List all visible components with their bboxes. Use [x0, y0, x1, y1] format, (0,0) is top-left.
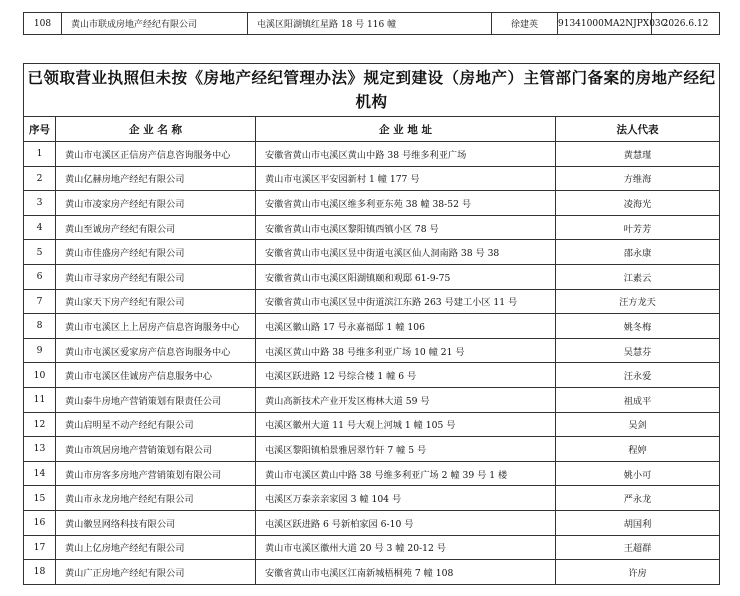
table-row — [24, 535, 720, 560]
row-company-name: 黄山市屯溪区爱家房产信息咨询服务中心 — [56, 338, 256, 363]
row-seq: 16 — [24, 510, 56, 535]
table-row — [24, 412, 720, 437]
table-row — [24, 363, 720, 388]
header-address: 企 业 地 址 — [256, 117, 556, 142]
row-legal-rep: 黄慧瑾 — [556, 142, 720, 167]
row-legal-rep: 徐建英 — [492, 13, 558, 35]
row-address: 黄山市屯溪区徽州大道 20 号 3 幢 20-12 号 — [256, 535, 556, 560]
row-address: 屯溪区跃进路 12 号综合楼 1 幢 6 号 — [256, 363, 556, 388]
row-address: 安徽省黄山市屯溪区昱中街道屯溪区仙人洞南路 38 号 38 — [256, 240, 556, 265]
table-row — [24, 142, 720, 167]
table-row — [24, 215, 720, 240]
row-address: 屯溪区徽山路 17 号永嘉福邸 1 幢 106 — [256, 314, 556, 339]
row-company-name: 黄山泰牛房地产营销策划有限责任公司 — [56, 387, 256, 412]
table-header-row — [24, 117, 720, 142]
row-seq: 12 — [24, 412, 56, 437]
row-seq: 9 — [24, 338, 56, 363]
table-row — [24, 191, 720, 216]
row-company-name: 黄山上亿房地产经纪有限公司 — [56, 535, 256, 560]
row-address: 屯溪区黄山中路 38 号维多利亚广场 10 幢 21 号 — [256, 338, 556, 363]
row-address: 安徽省黄山市屯溪区昱中街道滨江东路 263 号建工小区 11 号 — [256, 289, 556, 314]
row-seq: 6 — [24, 264, 56, 289]
row-legal-rep: 胡国利 — [556, 510, 720, 535]
table-row — [24, 461, 720, 486]
table-row — [24, 387, 720, 412]
row-address: 黄山高新技术产业开发区梅林大道 59 号 — [256, 387, 556, 412]
row-seq: 7 — [24, 289, 56, 314]
row-company-name: 黄山市屯溪区上上居房产信息咨询服务中心 — [56, 314, 256, 339]
table-title: 已领取营业执照但未按《房地产经纪管理办法》规定到建设（房地产）主管部门备案的房地产经纪机构 — [24, 64, 720, 117]
row-company-name: 黄山市佳盛房产经纪有限公司 — [56, 240, 256, 265]
row-address: 屯溪区徽州大道 11 号大观上河城 1 幢 105 号 — [256, 412, 556, 437]
header-seq: 序号 — [24, 117, 56, 142]
table-row — [24, 166, 720, 191]
row-company-name: 黄山市屯溪区佳诚房产信息服务中心 — [56, 363, 256, 388]
row-address: 屯溪区阳湖镇红星路 18 号 116 幢 — [248, 13, 492, 35]
row-address: 屯溪区黎阳镇柏景雅居翠竹轩 7 幢 5 号 — [256, 437, 556, 462]
row-seq: 3 — [24, 191, 56, 216]
row-address: 安徽省黄山市屯溪区阳湖镇颐和观邸 61-9-75 — [256, 264, 556, 289]
row-address: 安徽省黄山市屯溪区黄山中路 38 号维多利亚广场 — [256, 142, 556, 167]
header-legal-rep: 法人代表 — [556, 117, 720, 142]
row-address: 屯溪区万泰亲亲家园 3 幢 104 号 — [256, 486, 556, 511]
table-row — [24, 486, 720, 511]
table-row — [24, 437, 720, 462]
row-company-name: 黄山市筑居房地产营销策划有限公司 — [56, 437, 256, 462]
row-company-name: 黄山市凌家房产经纪有限公司 — [56, 191, 256, 216]
row-legal-rep: 叶芳芳 — [556, 215, 720, 240]
row-company-name: 黄山市永龙房地产经纪有限公司 — [56, 486, 256, 511]
row-company-name: 黄山市联成房地产经纪有限公司 — [62, 13, 248, 35]
row-company-name: 黄山市屯溪区正信房产信息咨询服务中心 — [56, 142, 256, 167]
row-legal-rep: 吴剑 — [556, 412, 720, 437]
row-company-name: 黄山市寻家房产经纪有限公司 — [56, 264, 256, 289]
row-company-name: 黄山家天下房产经纪有限公司 — [56, 289, 256, 314]
table-row — [24, 289, 720, 314]
row-legal-rep: 方维海 — [556, 166, 720, 191]
row-legal-rep: 祖成平 — [556, 387, 720, 412]
table-row — [24, 240, 720, 265]
table-row — [24, 560, 720, 585]
row-address: 黄山市屯溪区黄山中路 38 号维多利亚广场 2 幢 39 号 1 楼 — [256, 461, 556, 486]
row-legal-rep: 汪方龙天 — [556, 289, 720, 314]
row-seq: 4 — [24, 215, 56, 240]
row-seq: 11 — [24, 387, 56, 412]
row-legal-rep: 吴慧芬 — [556, 338, 720, 363]
row-seq: 1 — [24, 142, 56, 167]
row-seq: 8 — [24, 314, 56, 339]
row-company-name: 黄山至诚房产经纪有限公司 — [56, 215, 256, 240]
row-seq: 15 — [24, 486, 56, 511]
row-company-name: 黄山市房客多房地产营销策划有限公司 — [56, 461, 256, 486]
row-legal-rep: 姚小可 — [556, 461, 720, 486]
row-seq: 10 — [24, 363, 56, 388]
row-seq: 18 — [24, 560, 56, 585]
row-address: 安徽省黄山市屯溪区黎阳镇西镇小区 78 号 — [256, 215, 556, 240]
table-row — [24, 264, 720, 289]
row-credit-code: 91341000MA2NJPX03C — [558, 13, 652, 35]
row-address: 屯溪区跃进路 6 号新柏家园 6-10 号 — [256, 510, 556, 535]
row-legal-rep: 江素云 — [556, 264, 720, 289]
row-seq: 14 — [24, 461, 56, 486]
row-seq: 5 — [24, 240, 56, 265]
row-company-name: 黄山徽昱网络科技有限公司 — [56, 510, 256, 535]
agency-table — [23, 63, 720, 585]
row-legal-rep: 姚冬梅 — [556, 314, 720, 339]
row-company-name: 黄山启明星不动产经纪有限公司 — [56, 412, 256, 437]
row-legal-rep: 汪永爱 — [556, 363, 720, 388]
row-legal-rep: 程婷 — [556, 437, 720, 462]
row-seq: 2 — [24, 166, 56, 191]
row-legal-rep: 严永龙 — [556, 486, 720, 511]
table-row — [24, 314, 720, 339]
row-legal-rep: 许房 — [556, 560, 720, 585]
row-date: 2026.6.12 — [652, 13, 720, 35]
table-row — [24, 510, 720, 535]
table-row — [24, 13, 720, 35]
row-seq: 108 — [24, 13, 62, 35]
row-legal-rep: 王超群 — [556, 535, 720, 560]
row-address: 安徽省黄山市屯溪区维多利亚东苑 38 幢 38-52 号 — [256, 191, 556, 216]
row-legal-rep: 邵永康 — [556, 240, 720, 265]
row-legal-rep: 凌海光 — [556, 191, 720, 216]
row-seq: 17 — [24, 535, 56, 560]
header-company-name: 企 业 名 称 — [56, 117, 256, 142]
previous-table-fragment — [23, 12, 720, 35]
row-company-name: 黄山亿赫房地产经纪有限公司 — [56, 166, 256, 191]
row-company-name: 黄山广正房地产经纪有限公司 — [56, 560, 256, 585]
row-seq: 13 — [24, 437, 56, 462]
row-address: 安徽省黄山市屯溪区江南新城梧桐苑 7 幢 108 — [256, 560, 556, 585]
table-row — [24, 338, 720, 363]
row-address: 黄山市屯溪区平安园新村 1 幢 177 号 — [256, 166, 556, 191]
